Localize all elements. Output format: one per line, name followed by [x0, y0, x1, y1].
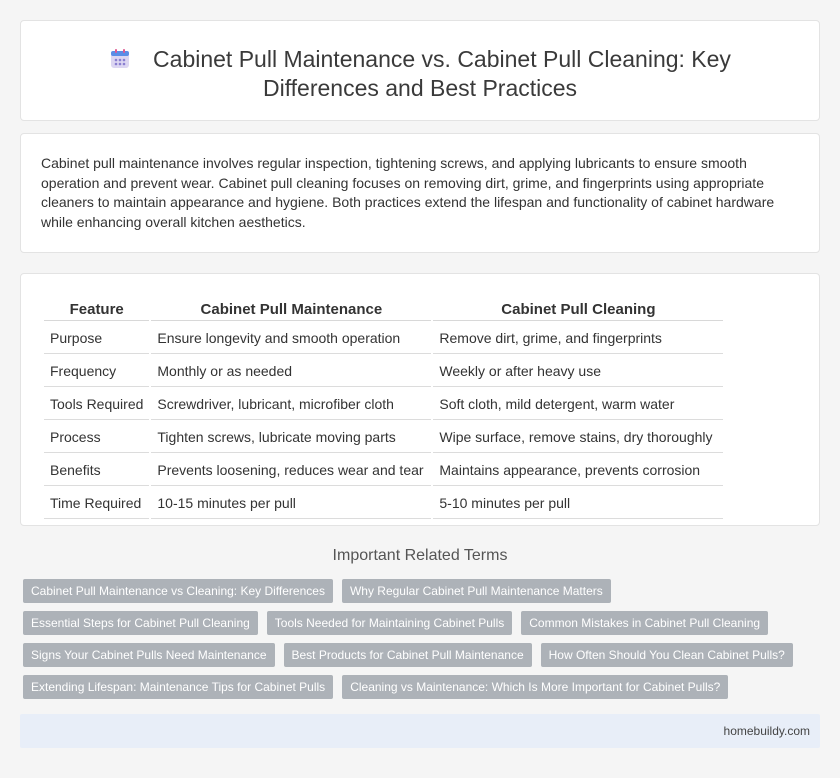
table-cell: Purpose [44, 323, 149, 354]
table-cell: 10-15 minutes per pull [151, 488, 431, 519]
related-term-link[interactable]: Signs Your Cabinet Pulls Need Maintenance [23, 643, 275, 667]
table-cell: Remove dirt, grime, and fingerprints [433, 323, 723, 354]
comparison-table [42, 294, 725, 521]
table-cell: Screwdriver, lubricant, microfiber cloth [151, 389, 431, 420]
tag-row [23, 643, 823, 667]
table-row [44, 488, 723, 519]
table-row [44, 389, 723, 420]
related-term-link[interactable]: Best Products for Cabinet Pull Maintenance [284, 643, 532, 667]
table-cell: 5-10 minutes per pull [433, 488, 723, 519]
related-term-link[interactable]: Cabinet Pull Maintenance vs Cleaning: Key Differences [23, 579, 333, 603]
page-title-text: Cabinet Pull Maintenance vs. Cabinet Pull Cleaning: Key Differences and Best Practices [153, 46, 731, 101]
tag-row [23, 579, 823, 603]
related-term-link[interactable]: Extending Lifespan: Maintenance Tips for Cabinet Pulls [23, 675, 333, 699]
related-terms-title: Important Related Terms [332, 547, 508, 564]
footer-site-link[interactable]: homebuildy.com [723, 724, 810, 738]
table-cell: Soft cloth, mild detergent, warm water [433, 389, 723, 420]
table-cell: Time Required [44, 488, 149, 519]
related-term-link[interactable]: Why Regular Cabinet Pull Maintenance Matters [342, 579, 611, 603]
header-maintenance: Cabinet Pull Maintenance [151, 296, 431, 321]
table-cell: Tighten screws, lubricate moving parts [151, 422, 431, 453]
related-term-link[interactable]: Tools Needed for Maintaining Cabinet Pulls [267, 611, 512, 635]
table-row [44, 356, 723, 387]
table-row [44, 455, 723, 486]
page-title [61, 45, 779, 103]
table-cell: Tools Required [44, 389, 149, 420]
header-feature: Feature [44, 296, 149, 321]
table-cell: Benefits [44, 455, 149, 486]
related-terms-list [23, 579, 823, 707]
related-term-link[interactable]: How Often Should You Clean Cabinet Pulls? [541, 643, 793, 667]
calendar-icon [109, 48, 131, 70]
intro-card [20, 133, 820, 253]
table-cell: Weekly or after heavy use [433, 356, 723, 387]
intro-paragraph: Cabinet pull maintenance involves regular inspection, tightening screws, and applying lubricants to ensure smooth operation and prevent wear. Cabinet pull cleaning focuses on removing dirt, grime, and fingerprints using appropriate cleaners to maintain appearance and hygiene. Both practices extend the lifespan and functionality of cabinet hardware while enhancing overall kitchen aesthetics. [41, 155, 775, 230]
related-term-link[interactable]: Essential Steps for Cabinet Pull Cleaning [23, 611, 258, 635]
related-term-link[interactable]: Common Mistakes in Cabinet Pull Cleaning [521, 611, 768, 635]
table-header-row [44, 296, 723, 321]
tag-row [23, 675, 823, 699]
table-cell: Ensure longevity and smooth operation [151, 323, 431, 354]
related-term-link[interactable]: Cleaning vs Maintenance: Which Is More Important for Cabinet Pulls? [342, 675, 728, 699]
comparison-table-card [20, 273, 820, 526]
header-card [20, 20, 820, 121]
footer-bar [20, 714, 820, 748]
table-cell: Wipe surface, remove stains, dry thoroughly [433, 422, 723, 453]
table-cell: Prevents loosening, reduces wear and tear [151, 455, 431, 486]
table-cell: Maintains appearance, prevents corrosion [433, 455, 723, 486]
table-cell: Process [44, 422, 149, 453]
table-cell: Monthly or as needed [151, 356, 431, 387]
table-row [44, 422, 723, 453]
table-row [44, 323, 723, 354]
header-cleaning: Cabinet Pull Cleaning [433, 296, 723, 321]
table-cell: Frequency [44, 356, 149, 387]
tag-row [23, 611, 823, 635]
